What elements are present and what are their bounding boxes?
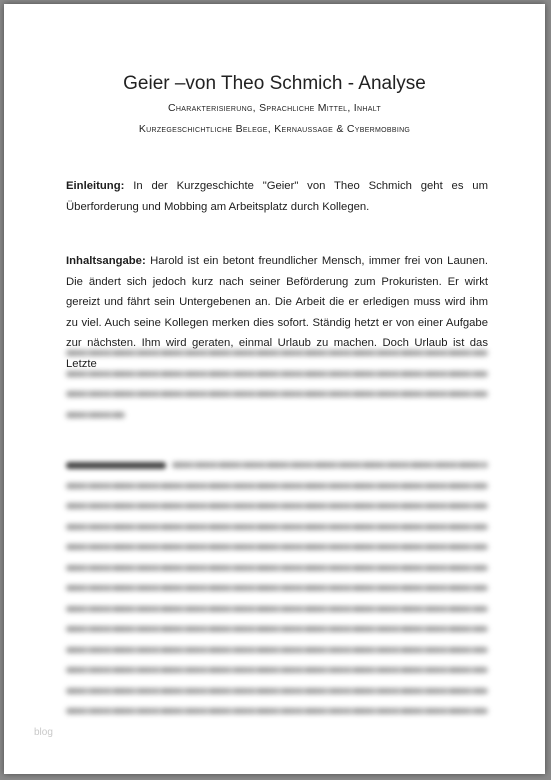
intro-label: Einleitung: <box>66 180 125 192</box>
blurred-section-heading <box>66 462 166 469</box>
blurred-text-continuation <box>66 350 488 432</box>
document-subtitle-line-1: Charakterisierung, Sprachliche Mittel, Inhalt <box>168 102 381 114</box>
document-title: Geier –von Theo Schmich - Analyse <box>123 73 426 94</box>
watermark-text: blog <box>34 727 53 738</box>
document-subtitle-line-2: Kurzegeschichtliche Belege, Kernaussage & Cybermobbing <box>138 123 411 135</box>
intro-paragraph <box>66 176 488 217</box>
content-summary-label: Inhaltsangabe: <box>66 255 146 267</box>
intro-text: In der Kurzgeschichte "Geier" von Theo Schmich geht es um Überforderung und Mobbing am Arbeitsplatz durch Kollegen. <box>66 180 488 213</box>
blurred-text-section <box>66 462 488 729</box>
document-page <box>4 4 545 774</box>
content-summary-text: Harold ist ein betont freundlicher Mensch, immer frei von Launen. Die ändert sich jedoch kurz nach seiner Beförderung zum Prokuristen. Er wirkt gereizt und fährt sein Untergebenen an. Die Arbeit die er erledigen muss wird ihm zu viel. Auch seine Kollegen merken dies sofort. Ständig hetzt er von einer Aufgabe zur nächsten. Ihm wird geraten, einmal Urlaub zu machen. Doch Urlaub ist das Letzte <box>66 255 488 370</box>
